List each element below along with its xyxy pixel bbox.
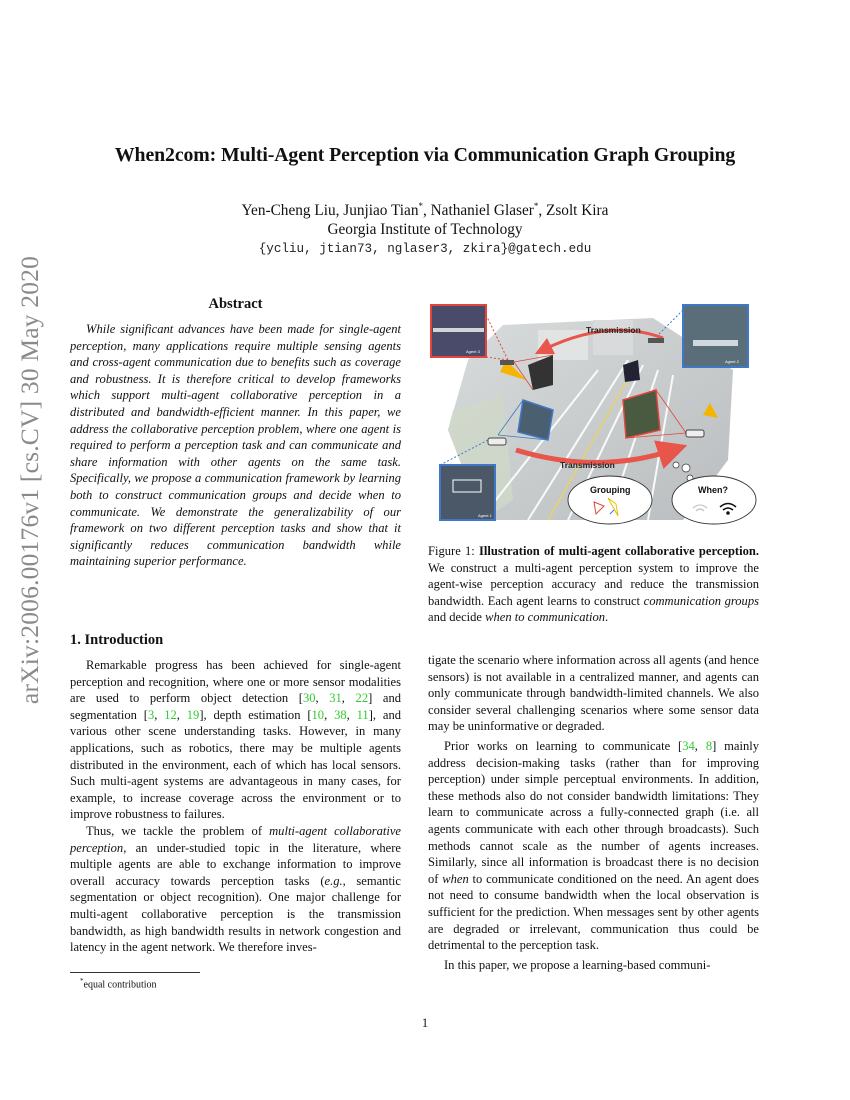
when-cloud — [672, 476, 756, 524]
section-heading-introduction: 1. Introduction — [70, 632, 164, 648]
agent-2-view — [683, 305, 748, 367]
author-1: Yen-Cheng Liu, — [241, 202, 344, 220]
citation-link[interactable]: 22 — [355, 691, 369, 706]
abstract-heading: Abstract — [208, 296, 263, 312]
introduction-right-column — [428, 652, 759, 973]
citation-link[interactable]: 38 — [334, 707, 347, 722]
citation-link[interactable]: 8 — [705, 738, 713, 753]
intro-paragraph-1: Remarkable progress has been achieved for single-agent perception and recognition, where one or more sensor modalities are used to perform object detection [30, 31, 22] and segmentation [3, 12, 19], depth estimation [10, 38, 11], and various other scene understanding tasks. However, in many applications, such as robotics, there may be multiple agents distributed in the environment, each of which has local sensors. Such multi-agent systems are advantageous in many cases, for example, to increase coverage across the environment or to improve robustness to failures. — [70, 658, 401, 822]
citation-link[interactable]: 30 — [302, 691, 316, 706]
arxiv-id: arXiv:2006.00176v1 [cs.CV] 30 May 2020 — [15, 255, 44, 705]
author-2: Junjiao Tian — [343, 202, 419, 220]
drone-agent-2 — [648, 338, 664, 343]
arxiv-stamp — [10, 255, 50, 705]
citation-link[interactable]: 3 — [147, 707, 155, 722]
svg-text:Agent 1: Agent 1 — [478, 513, 492, 518]
author-list — [0, 201, 850, 220]
abstract-body — [70, 321, 401, 570]
abstract-text: While significant advances have been made for single-agent perception, many applications require multiple sensing agents and cross-agent communication due to benefits such as coverage and robustness. It is therefore critical to develop frameworks which support multi-agent collaborative perception in a distributed and bandwidth-efficient manner. In this paper, we address the collaborative perception problem, where one agent is required to perform a perception task and can communicate and share information with other agents on the same task. Specifically, we propose a communication framework by learning both to construct communication groups and decide when to communicate. We demonstrate the generalizability of our framework on two different perception tasks and show that it significantly reduces communication bandwidth while maintaining superior performance. — [70, 322, 401, 569]
citation-link[interactable]: 12 — [164, 707, 177, 722]
footnote: *equal contribution — [80, 977, 157, 991]
svg-text:Agent 2: Agent 2 — [725, 359, 739, 364]
when-label: When? — [698, 485, 728, 495]
footnote-divider — [70, 972, 200, 973]
figure-1-illustration — [428, 300, 763, 532]
affiliation: Georgia Institute of Technology — [327, 221, 523, 238]
paper-title: When2com: Multi-Agent Perception via Communication Graph Grouping — [114, 144, 736, 166]
intro-paragraph-4: In this paper, we propose a learning-based communi- — [444, 957, 711, 972]
drone-agent-1 — [488, 438, 506, 445]
figure-1 — [428, 300, 763, 532]
introduction-left-column — [70, 657, 401, 956]
svg-text:Agent 3: Agent 3 — [466, 349, 480, 354]
grouping-label: Grouping — [590, 485, 631, 495]
author-4: , Zsolt Kira — [538, 202, 609, 220]
page-number: 1 — [421, 1016, 429, 1030]
equal-contribution-mark: * — [418, 201, 423, 211]
author-emails: {ycliu, jtian73, nglaser3, zkira}@gatech.edu — [258, 242, 592, 256]
author-3: , Nathaniel Glaser — [422, 202, 534, 220]
citation-link[interactable]: 19 — [186, 707, 200, 722]
intro-paragraph-3: Prior works on learning to communicate [34, 8] mainly address decision-making tasks (rather than for improving perception) under simple perceptual environments. In addition, these methods also do not consider bandwidth limitations: They learn to communicate across a fully-connected graph (i.e. all agents communicate with each other through broadcasts). Such methods cannot scale as the number of agents increases. Similarly, since all information is broadcast there is no decision of when to communicate conditioned on the need. An agent does not need to consume bandwidth when the local observation is sufficient for the prediction. When messages sent by other agents are degraded or irrelevant, communication thus could be detrimental to the perception task. — [428, 738, 759, 953]
citation-link[interactable]: 31 — [329, 691, 342, 706]
transmission-label-top: Transmission — [586, 325, 641, 335]
intro-paragraph-2: Thus, we tackle the problem of multi-agent collaborative perception, an under-studied topic in the literature, where multiple agents are able to exchange information to improve overall accuracy towards perception tasks (e.g., semantic segmentation or object recognition). One major challenge for multi-agent collaborative perception is the transmission bandwidth, as high bandwidth results in network congestion and latency in the agent network. We therefore inves- — [70, 823, 401, 955]
intro-paragraph-2-continued: tigate the scenario where information across all agents (and hence sensors) is not available in a centralized manner, and agents can only communicate through bandwidth-limited channels. We also consider several challenging scenarios where some sensor data may be uninformative or degraded. — [428, 653, 759, 734]
drone-agent-4 — [686, 430, 704, 437]
equal-contribution-mark: * — [533, 201, 539, 211]
citation-link[interactable]: 34 — [682, 738, 695, 753]
drone-agent-3 — [500, 360, 514, 365]
transmission-label-bottom: Transmission — [560, 460, 615, 470]
citation-link[interactable]: 11 — [356, 707, 369, 722]
citation-link[interactable]: 10 — [311, 707, 325, 722]
figure-1-caption: Figure 1: Illustration of multi-agent collaborative perception. We construct a multi-agent perception system to improve the agent-wise perception accuracy and reduce the transmission bandwidth. Each agent learns to construct communication groups and decide when to communication. — [428, 544, 759, 625]
